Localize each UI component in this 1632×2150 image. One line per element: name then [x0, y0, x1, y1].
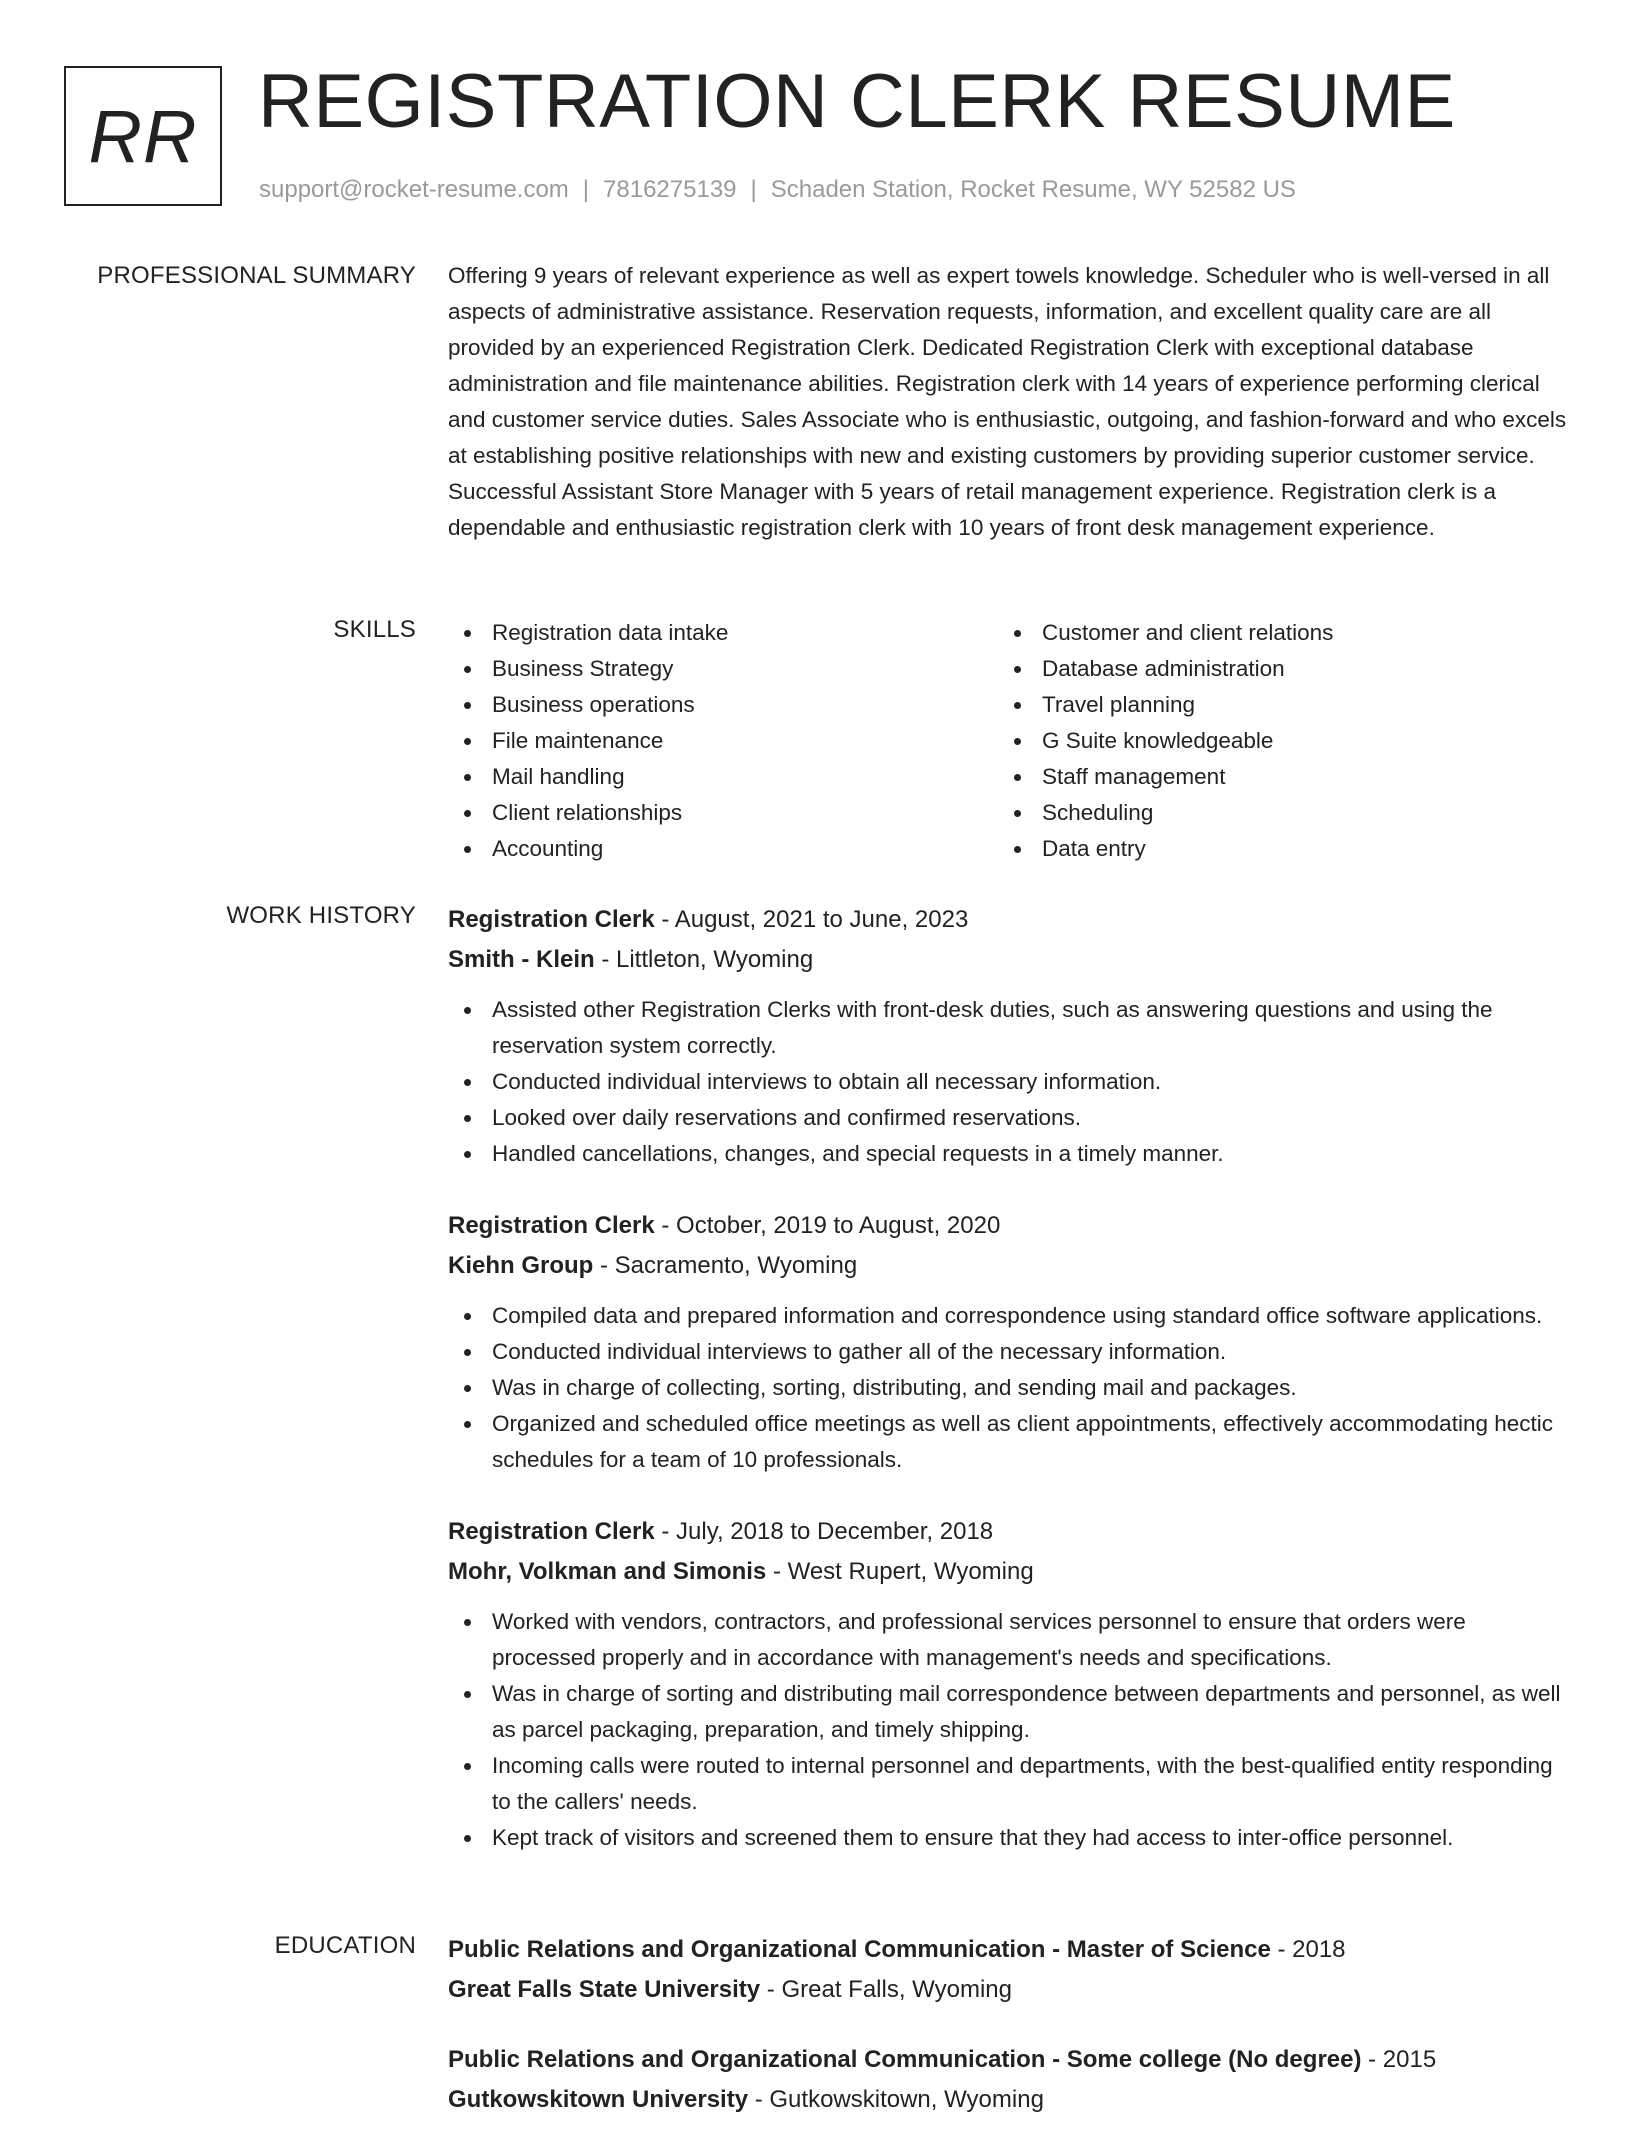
job-title-line [448, 1512, 1570, 1552]
job-duty: Looked over daily reservations and confirmed reservations. [448, 1100, 1570, 1136]
job-duties [448, 992, 1570, 1172]
job-entry [448, 1206, 1570, 1478]
monogram-logo: RR [64, 66, 222, 206]
job-duty: Assisted other Registration Clerks with front-desk duties, such as answering questions and using the reservation system correctly. [448, 992, 1570, 1064]
degree-line [448, 2040, 1570, 2080]
degree-name: Public Relations and Organizational Communication - Master of Science [448, 1936, 1271, 1963]
school-name: Gutkowskitown University [448, 2086, 749, 2113]
contact-line [259, 176, 1296, 204]
work-history-heading: WORK HISTORY [226, 902, 416, 929]
job-location: - Sacramento, Wyoming [593, 1252, 858, 1279]
skill-item: Data entry [998, 831, 1548, 867]
skill-item: Business Strategy [448, 651, 998, 687]
skill-item: Travel planning [998, 687, 1548, 723]
job-title: Registration Clerk [448, 1212, 655, 1239]
job-dates: - October, 2019 to August, 2020 [654, 1212, 1001, 1239]
job-company-line [448, 1246, 1570, 1286]
job-duty: Compiled data and prepared information and correspondence using standard office software applications. [448, 1298, 1570, 1334]
contact-separator: | [750, 176, 757, 203]
contact-separator: | [582, 176, 590, 203]
job-dates: - July, 2018 to December, 2018 [654, 1518, 994, 1545]
job-dates: - August, 2021 to June, 2023 [654, 906, 969, 933]
job-duty: Conducted individual interviews to obtain all necessary information. [448, 1064, 1570, 1100]
work-history-body [448, 900, 1570, 1890]
skills-list-left [448, 615, 998, 867]
contact-email[interactable]: support@rocket-resume.com [259, 176, 569, 203]
job-entry [448, 900, 1570, 1172]
summary-body [448, 258, 1570, 546]
job-company-line [448, 1552, 1570, 1592]
job-duties [448, 1298, 1570, 1478]
job-title: Registration Clerk [448, 906, 655, 933]
job-title: Registration Clerk [448, 1518, 655, 1545]
job-duties [448, 1604, 1570, 1856]
school-line [448, 1970, 1570, 2010]
job-duty: Was in charge of sorting and distributing mail correspondence between departments and personnel, as well as parcel packaging, preparation, and timely shipping. [448, 1676, 1570, 1748]
degree-name: Public Relations and Organizational Communication - Some college (No degree) [448, 2046, 1362, 2073]
job-company: Kiehn Group [448, 1252, 594, 1279]
skill-item: File maintenance [448, 723, 998, 759]
resume-header [64, 59, 1564, 211]
school-name: Great Falls State University [448, 1976, 761, 2003]
job-title-line [448, 1206, 1570, 1246]
job-entry [448, 1512, 1570, 1856]
job-duty: Was in charge of collecting, sorting, distributing, and sending mail and packages. [448, 1370, 1570, 1406]
education-entry [448, 2040, 1570, 2120]
job-duty: Worked with vendors, contractors, and professional services personnel to ensure that orders were processed properly and in accordance with management's needs and specifications. [448, 1604, 1570, 1676]
resume-title: REGISTRATION CLERK RESUME [258, 59, 1456, 144]
job-location: - West Rupert, Wyoming [766, 1558, 1034, 1585]
skills-heading: SKILLS [333, 616, 416, 643]
skills-body [448, 615, 1570, 867]
skill-item: Client relationships [448, 795, 998, 831]
contact-phone[interactable]: 7816275139 [603, 176, 737, 203]
school-location: - Gutkowskitown, Wyoming [748, 2086, 1044, 2113]
summary-heading: PROFESSIONAL SUMMARY [97, 262, 416, 289]
degree-year: - 2015 [1361, 2046, 1437, 2073]
job-duty: Conducted individual interviews to gather all of the necessary information. [448, 1334, 1570, 1370]
job-duty: Organized and scheduled office meetings as well as client appointments, effectively accommodating hectic schedules for a team of 10 professionals. [448, 1406, 1570, 1478]
skill-item: Customer and client relations [998, 615, 1548, 651]
contact-address: Schaden Station, Rocket Resume, WY 52582 US [770, 176, 1296, 203]
job-company: Mohr, Volkman and Simonis [448, 1558, 767, 1585]
job-location: - Littleton, Wyoming [594, 946, 814, 973]
job-duty: Kept track of visitors and screened them to ensure that they had access to inter-office personnel. [448, 1820, 1570, 1856]
degree-year: - 2018 [1270, 1936, 1346, 1963]
job-duty: Handled cancellations, changes, and special requests in a timely manner. [448, 1136, 1570, 1172]
education-entry [448, 1930, 1570, 2010]
skill-item: Database administration [998, 651, 1548, 687]
skill-item: G Suite knowledgeable [998, 723, 1548, 759]
job-company: Smith - Klein [448, 946, 595, 973]
skill-item: Business operations [448, 687, 998, 723]
degree-line [448, 1930, 1570, 1970]
skill-item: Registration data intake [448, 615, 998, 651]
job-duty: Incoming calls were routed to internal personnel and departments, with the best-qualified entity responding to the callers' needs. [448, 1748, 1570, 1820]
education-heading: EDUCATION [274, 1932, 416, 1959]
school-line [448, 2080, 1570, 2120]
job-title-line [448, 900, 1570, 940]
skill-item: Staff management [998, 759, 1548, 795]
job-company-line [448, 940, 1570, 980]
skills-list-right [998, 615, 1548, 867]
skill-item: Mail handling [448, 759, 998, 795]
education-body [448, 1930, 1570, 2150]
skill-item: Scheduling [998, 795, 1548, 831]
summary-text: Offering 9 years of relevant experience as well as expert towels knowledge. Scheduler who is well-versed in all aspects of administrative assistance. Reservation requests, information, and excellent quality care are all provided by an experienced Registration Clerk. Dedicated Registration Clerk with exceptional database administration and file maintenance abilities. Registration clerk with 14 years of experience performing clerical and customer service duties. Sales Associate who is enthusiastic, outgoing, and fashion-forward and who excels at establishing positive relationships with new and existing customers by providing superior customer service. Successful Assistant Store Manager with 5 years of retail management experience. Registration clerk is a dependable and enthusiastic registration clerk with 10 years of front desk management experience. [448, 263, 1567, 540]
school-location: - Great Falls, Wyoming [760, 1976, 1012, 2003]
skill-item: Accounting [448, 831, 998, 867]
